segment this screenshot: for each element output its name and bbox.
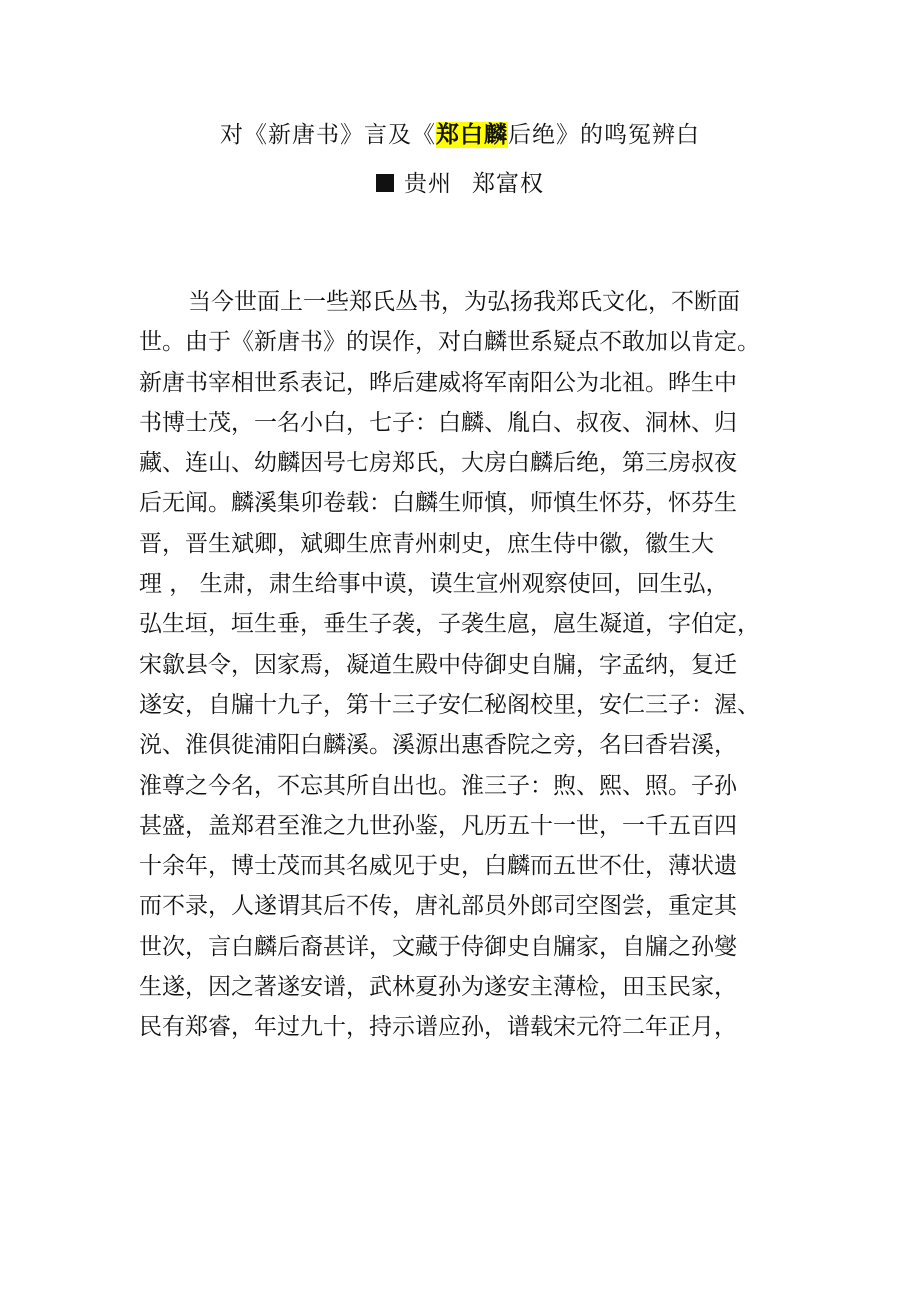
document-title — [0, 118, 920, 152]
article-body — [139, 282, 789, 1048]
black-square-icon — [376, 174, 394, 192]
body-line: 涚、淮俱徙浦阳白麟溪。溪源出惠香院之旁，名曰香岩溪， — [139, 732, 737, 759]
author-place: 贵州 — [404, 171, 452, 197]
body-line: 遂安，自牖十九子，第十三子安仁秘阁校里，安仁三子：渥、 — [139, 691, 760, 718]
title-highlighted-name: 郑白麟 — [436, 122, 508, 148]
title-suffix: 后绝》的鸣冤辨白 — [508, 122, 700, 148]
author-name: 郑富权 — [472, 171, 544, 197]
body-line: 藏、连山、幼麟因号七房郑氏，大房白麟后绝，第三房叔夜 — [139, 450, 737, 477]
body-line: 弘生垣，垣生垂，垂生子袭，子袭生扈，扈生凝道，字伯定， — [139, 611, 760, 638]
body-line: 甚盛，盖郑君至淮之九世孙鉴，凡历五十一世，一千五百四 — [139, 812, 737, 839]
title-prefix: 对《新唐书》言及《 — [220, 122, 436, 148]
body-line: 新唐书宰相世系表记，晔后建威将军南阳公为北祖。晔生中 — [139, 369, 737, 396]
body-line: 淮尊之今名，不忘其所自出也。淮三子：煦、熙、照。子孙 — [139, 772, 737, 799]
body-line: 宋歙县令，因家焉，凝道生殿中侍御史自牖，字孟纳，复迁 — [139, 651, 737, 678]
body-line: 后无闻。麟溪集卯卷载：白麟生师慎，师慎生怀芬，怀芬生 — [139, 490, 737, 517]
body-line: 当今世面上一些郑氏丛书，为弘扬我郑氏文化，不断面 — [188, 289, 740, 315]
body-line: 理 ， 生肃，肃生给事中谟，谟生宣州观察使回，回生弘， — [139, 571, 729, 598]
body-line: 世。由于《新唐书》的误作，对白麟世系疑点不敢加以肯定。 — [139, 329, 760, 356]
body-line: 世次，言白麟后裔甚详，文藏于侍御史自牖家，自牖之孙燮 — [139, 933, 737, 960]
body-line: 晋，晋生斌卿，斌卿生庶青州刺史，庶生侍中徽，徽生大 — [139, 530, 714, 557]
body-line: 书博士茂，一名小白，七子：白麟、胤白、叔夜、洞林、归 — [139, 409, 737, 436]
body-line: 民有郑睿，年过九十，持示谱应孙，谱载宋元符二年正月， — [139, 1014, 737, 1041]
author-byline — [0, 167, 920, 201]
body-line: 生遂，因之著遂安谱，武林夏孙为遂安主薄检，田玉民家， — [139, 974, 737, 1001]
body-line: 十余年，博士茂而其名威见于史，白麟而五世不仕，薄状遗 — [139, 853, 737, 880]
body-line: 而不录，人遂谓其后不传，唐礼部员外郎司空图尝，重定其 — [139, 893, 737, 920]
